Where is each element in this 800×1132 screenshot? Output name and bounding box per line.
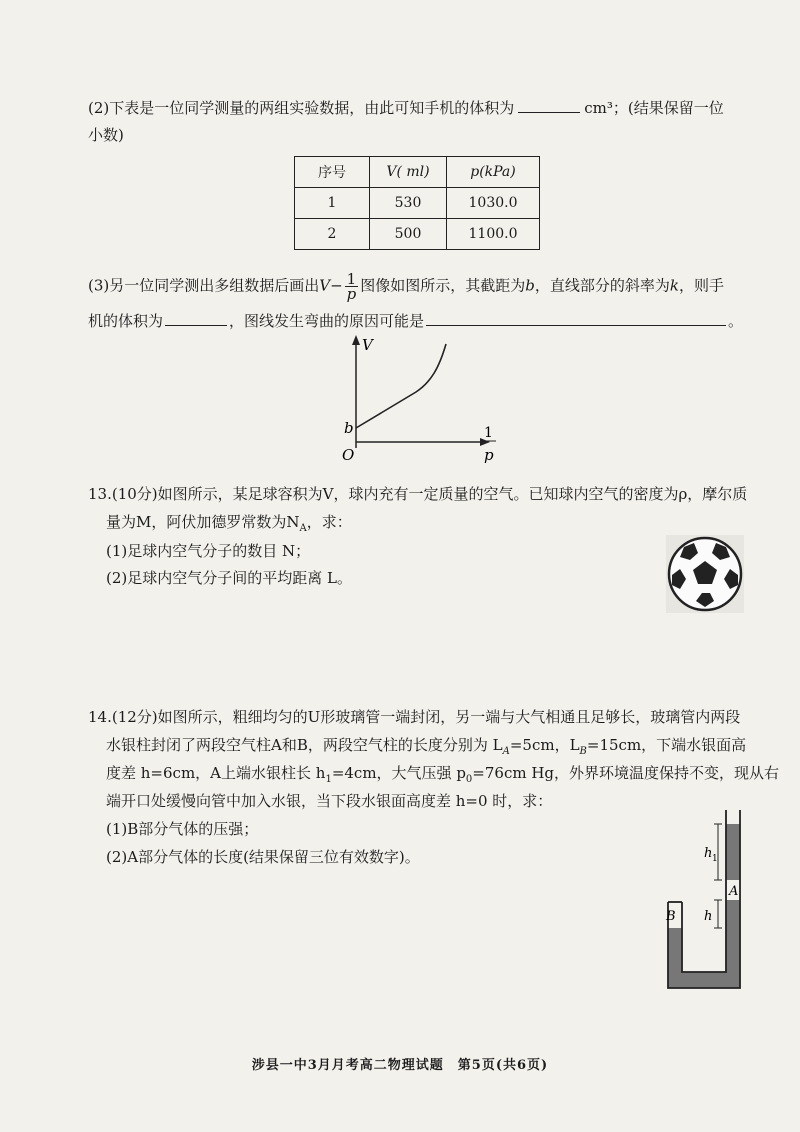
x-axis-label-denominator: p: [484, 446, 494, 464]
q14-line3-text: 度差 h=6cm，A上端水银柱长 h: [106, 764, 326, 782]
y-axis-arrow: [352, 335, 360, 345]
q12-3-text-c: ，直线部分的斜率为: [534, 276, 670, 295]
q14-line2-text: 水银柱封闭了两段空气柱A和B，两段空气柱的长度分别为 L: [106, 736, 503, 754]
q13-line2: [106, 511, 352, 540]
label-h1-subscript: 1: [712, 854, 718, 864]
q12-2-text: (2)下表是一位同学测量的两组实验数据，由此可知手机的体积为: [88, 99, 515, 117]
table-cell: 500: [370, 219, 447, 250]
x-axis-label-numerator: 1: [484, 425, 493, 441]
table-cell: 2: [295, 219, 370, 250]
page-footer: 涉县一中3月月考高二物理试题 第5页(共6页): [251, 1058, 549, 1073]
q14-line3-mid: =4cm，大气压强 p: [331, 764, 466, 782]
table-header-cell: V( ml): [370, 157, 447, 188]
q12-3-v-minus: V−: [319, 276, 343, 295]
q14-line2-mid: =5cm，L: [509, 736, 580, 754]
q12-3-text-f: ，图线发生弯曲的原因可能是: [229, 312, 425, 330]
graph-curve: [356, 344, 446, 428]
table-header-row: [295, 157, 540, 188]
intercept-label: b: [344, 419, 354, 437]
q14-subscript-1: 1: [325, 774, 332, 785]
mercury-column-h1: [726, 824, 740, 880]
q12-3-text-a: (3)另一位同学测出多组数据后画出: [88, 276, 320, 295]
q13-line2-end: ，求：: [306, 513, 352, 531]
q14-line3-end: =76cm Hg，外界环境温度保持不变，现从右: [472, 764, 780, 782]
q14-sub2: (2)A部分气体的长度(结果保留三位有效数字)。: [106, 848, 420, 866]
table-row: [295, 219, 540, 250]
q14-subscript-0: 0: [465, 774, 473, 785]
table-cell: 1: [295, 188, 370, 219]
label-B: B: [666, 909, 676, 924]
table-header-cell: p(kPa): [447, 157, 540, 188]
q14-line2: [106, 734, 746, 763]
q13-line1: 13.(10分)如图所示，某足球容积为V，球内充有一定质量的空气。已知球内空气的密度为ρ，摩尔质: [88, 485, 748, 503]
var-b: b: [525, 276, 535, 295]
table-cell: 1030.0: [447, 188, 540, 219]
var-k: k: [669, 276, 679, 295]
q12-2-line2: 小数): [88, 126, 124, 144]
q12-3-line2: [88, 310, 743, 332]
u-tube-diagram: [656, 810, 756, 992]
q13-sub1: (1)足球内空气分子的数目 N；: [106, 542, 311, 560]
q12-2-line1: [88, 97, 724, 119]
table-row: [295, 188, 540, 219]
q13-sub2: (2)足球内空气分子间的平均距离 L。: [106, 569, 352, 587]
q13-subscript-a: A: [299, 523, 307, 534]
answer-blank-reason[interactable]: [426, 311, 726, 326]
data-table: [294, 156, 540, 250]
q12-3-text-g: 。: [728, 312, 744, 330]
v-inverse-p-graph: [336, 330, 506, 470]
fraction-denominator: p: [346, 285, 357, 303]
soccer-ball-icon: [666, 535, 744, 613]
answer-blank-volume[interactable]: [518, 98, 580, 113]
q14-line3: [106, 762, 779, 791]
q12-3-text-e: 机的体积为: [88, 312, 164, 330]
q14-sub1: (1)B部分气体的压强；: [106, 820, 259, 838]
table-cell: 1100.0: [447, 219, 540, 250]
mercury-bottom-bend: [668, 972, 740, 988]
q14-subscript-a: A: [502, 746, 510, 757]
answer-blank-phone-volume[interactable]: [165, 311, 227, 326]
q14-subscript-b: B: [579, 746, 587, 757]
u-tube-inner-wall: [682, 810, 726, 972]
q13-line2-text: 量为M，阿伏加德罗常数为N: [106, 513, 300, 531]
fraction-numerator: 1: [346, 270, 357, 288]
q14-line1: 14.(12分)如图所示，粗细均匀的U形玻璃管一端封闭，另一端与大气相通且足够长，玻璃管内两段: [88, 708, 741, 726]
label-A: A: [729, 884, 739, 899]
label-h: h: [704, 909, 713, 924]
y-axis-label: V: [362, 336, 373, 354]
table-cell: 530: [370, 188, 447, 219]
q14-line2-end: =15cm，下端水银面高: [586, 736, 747, 754]
q14-line4: 端开口处缓慢向管中加入水银，当下段水银面高度差 h=0 时，求：: [106, 792, 553, 810]
q12-3-text-d: ，则手: [678, 276, 724, 295]
table-header-cell: 序号: [295, 157, 370, 188]
origin-label: O: [342, 446, 355, 464]
q12-3-text-b: 图像如图所示，其截距为: [360, 276, 526, 295]
q12-3-line1: [88, 272, 724, 301]
fraction-one-over-p: [345, 272, 359, 301]
q12-2-unit: cm³；(结果保留一位: [584, 99, 724, 117]
label-h1: h: [704, 846, 713, 861]
